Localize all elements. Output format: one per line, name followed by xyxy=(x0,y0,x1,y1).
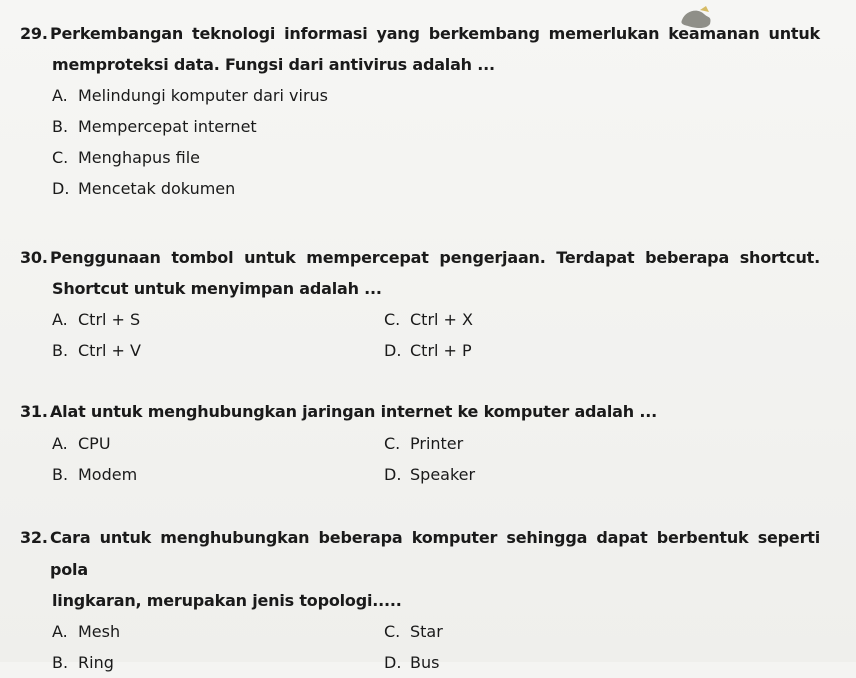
option-c[interactable] xyxy=(384,304,684,335)
question-29 xyxy=(20,18,820,204)
option-text: Menghapus file xyxy=(78,148,200,167)
question-text-line2: Shortcut untuk menyimpan adalah ... xyxy=(52,279,382,298)
option-text: Star xyxy=(410,622,443,641)
option-text: Mesh xyxy=(78,622,121,641)
options-list xyxy=(20,80,820,204)
option-a[interactable] xyxy=(52,304,384,335)
option-letter: C. xyxy=(384,622,401,641)
option-text: Melindungi komputer dari virus xyxy=(78,86,328,105)
option-a[interactable] xyxy=(52,80,820,111)
option-letter: A. xyxy=(52,86,68,105)
question-number: 30. xyxy=(20,248,48,267)
option-letter: D. xyxy=(52,179,70,198)
option-letter: D. xyxy=(384,465,402,484)
option-letter: B. xyxy=(52,465,69,484)
option-a[interactable] xyxy=(52,616,384,647)
option-letter: D. xyxy=(384,653,402,672)
option-c[interactable] xyxy=(52,142,820,173)
option-d[interactable] xyxy=(384,647,684,678)
question-text-line1: Cara untuk menghubungkan beberapa komputer sehingga dapat berbentuk seperti pola xyxy=(50,528,820,579)
option-letter: D. xyxy=(384,341,402,360)
option-text: Ctrl + S xyxy=(78,310,141,329)
option-d[interactable] xyxy=(384,335,684,366)
option-text: Ctrl + V xyxy=(78,341,141,360)
option-c[interactable] xyxy=(384,428,684,459)
option-text: Speaker xyxy=(410,465,476,484)
option-letter: C. xyxy=(384,310,401,329)
option-text: Printer xyxy=(410,434,464,453)
option-letter: A. xyxy=(52,434,68,453)
option-d[interactable] xyxy=(52,173,820,204)
options-grid xyxy=(20,304,820,366)
option-letter: B. xyxy=(52,117,69,136)
option-letter: B. xyxy=(52,653,69,672)
option-b[interactable] xyxy=(52,111,820,142)
question-text-line1: Alat untuk menghubungkan jaringan internet ke komputer adalah ... xyxy=(50,402,657,421)
option-text: Bus xyxy=(410,653,440,672)
option-b[interactable] xyxy=(52,647,384,678)
question-30 xyxy=(20,242,820,366)
question-number: 29. xyxy=(20,24,48,43)
question-number: 32. xyxy=(20,528,48,547)
option-text: Mencetak dokumen xyxy=(78,179,236,198)
options-grid xyxy=(20,428,820,490)
option-letter: B. xyxy=(52,341,69,360)
option-d[interactable] xyxy=(384,459,684,490)
question-32 xyxy=(20,522,820,678)
question-text-line1: Perkembangan teknologi informasi yang berkembang memerlukan keamanan untuk xyxy=(50,24,820,43)
option-text: CPU xyxy=(78,434,111,453)
option-letter: A. xyxy=(52,310,68,329)
option-letter: A. xyxy=(52,622,68,641)
option-text: Ctrl + P xyxy=(410,341,472,360)
option-text: Mempercepat internet xyxy=(78,117,257,136)
option-letter: C. xyxy=(384,434,401,453)
question-text-line2: lingkaran, merupakan jenis topologi..... xyxy=(52,591,402,610)
question-text-line1: Penggunaan tombol untuk mempercepat pengerjaan. Terdapat beberapa shortcut. xyxy=(50,248,820,267)
option-c[interactable] xyxy=(384,616,684,647)
question-number: 31. xyxy=(20,402,48,421)
option-text: Ctrl + X xyxy=(410,310,474,329)
question-31 xyxy=(20,396,820,490)
option-text: Modem xyxy=(78,465,138,484)
option-a[interactable] xyxy=(52,428,384,459)
question-text-line2: memproteksi data. Fungsi dari antivirus adalah ... xyxy=(52,55,495,74)
option-text: Ring xyxy=(78,653,114,672)
option-letter: C. xyxy=(52,148,69,167)
option-b[interactable] xyxy=(52,335,384,366)
option-b[interactable] xyxy=(52,459,384,490)
options-grid xyxy=(20,616,820,678)
